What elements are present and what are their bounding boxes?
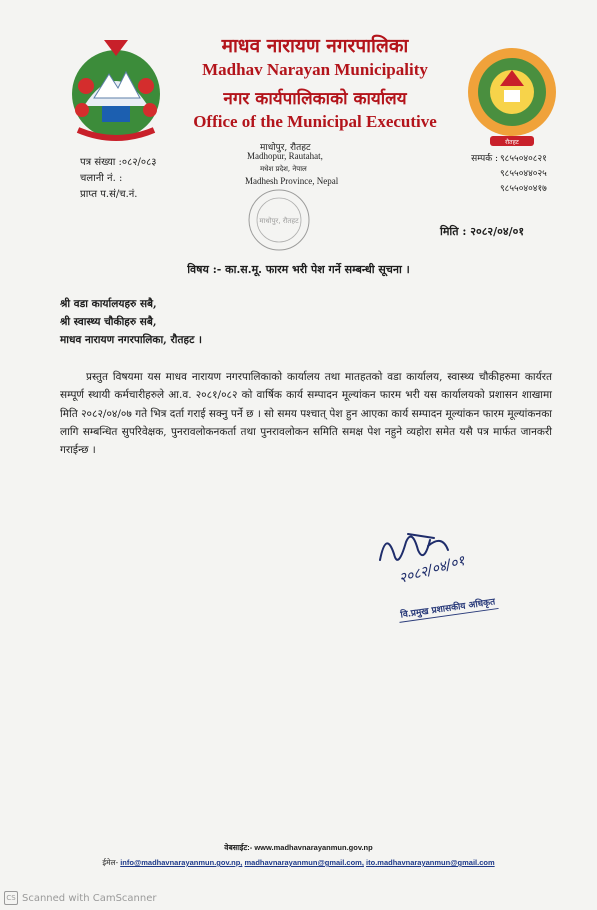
letter-date: मिति : २०८२/०४/०१ (440, 225, 525, 238)
letter-number: पत्र संख्या :०८२/०८३ (80, 157, 157, 168)
contact-number: ९८५५०४०४१७ (500, 184, 547, 194)
signature-date: २०८२/०४/०१ (397, 552, 467, 587)
letter-body: प्रस्तुत विषयमा यस माधव नारायण नगरपालिकाको कार्यालय तथा मातहतको वडा कार्यालय, स्वास्थ्य चौकीहरुमा कार्यरत सम्पूर्ण स्थायी कर्मचारीहरुले आ.व. २०८१/०८२ को वार्षिक कार्य सम्पादन मूल्यांकन फारम भरी यस कार्यालयको प्रशासन शाखामा मिति २०८२/०४/०७ गते भित्र दर्ता गराई सक्नु पर्ने छ । सो समय पश्चात् पेश हुन आएका कार्य सम्पादन मूल्यांकन फारम मूल्यांकनका लागि सम्बन्धित सुपरिवेक्षक, पुनरावलोकनकर्ता तथा पुनरावलोकन समिति समक्ष पेश नहुने व्यहोरा समेत यसै पत्र मार्फत जानकरी गराईन्छ । (60, 371, 552, 457)
email-label: ईमेल- (102, 858, 119, 867)
received-number: प्राप्त प.सं/च.नं. (80, 189, 138, 200)
office-name-en: Office of the Municipal Executive (193, 112, 437, 131)
letter-subject: विषय :- का.स.मू. फारम भरी पेश गर्ने सम्बन्धी सूचना । (187, 263, 410, 276)
logo-caption: रौतहट (505, 139, 519, 146)
addressee-line: श्री वडा कार्यालयहरु सबै, (60, 298, 157, 310)
email-link-2[interactable]: madhavnarayanmun@gmail.com, (244, 858, 364, 867)
footer-email (0, 858, 597, 868)
footer-website (0, 843, 597, 853)
seal-text: माधोपुर, रौतहट (259, 217, 299, 225)
office-seal-stamp (234, 185, 324, 255)
addressee-line: माधव नारायण नगरपालिका, रौतहट । (60, 334, 202, 346)
contact-block (458, 152, 547, 197)
website-label: वेबसाईट:- (224, 843, 253, 852)
camscanner-text: Scanned with CamScanner (22, 892, 157, 904)
address-en-1: Madhopur, Rautahat, (247, 151, 323, 161)
municipality-name-np: माधव नारायण नगरपालिका (221, 35, 409, 57)
office-name-np: नगर कार्यपालिकाको कार्यालय (223, 89, 407, 109)
contact-number: ९८५५०४४०२५ (500, 169, 547, 179)
website-link[interactable]: www.madhavnarayanmun.gov.np (254, 843, 373, 852)
camscanner-watermark (4, 891, 157, 905)
addressee-line: श्री स्वास्थ्य चौकीहरु सबै, (60, 316, 157, 328)
contact-label: सम्पर्क : (471, 154, 498, 164)
email-link-3[interactable]: ito.madhavnarayanmun@gmail.com (366, 858, 495, 867)
address-en-2: Madhesh Province, Nepal (245, 176, 339, 186)
municipality-name-en: Madhav Narayan Municipality (202, 60, 428, 79)
address-np-1: माधोपुर, रौतहट (260, 143, 311, 153)
contact-number: ९८५५०४०८२१ (500, 154, 547, 164)
camscanner-icon: CS (4, 891, 18, 905)
email-link-1[interactable]: info@madhavnarayanmun.gov.np, (120, 858, 243, 867)
dispatch-number: चलानी नं. : (80, 173, 123, 184)
officer-stamp: वि.प्रमुख प्रशासकीय अधिकृत (397, 593, 498, 623)
address-np-2: मधेश प्रदेश, नेपाल (260, 165, 307, 173)
addressee-list (60, 295, 202, 349)
